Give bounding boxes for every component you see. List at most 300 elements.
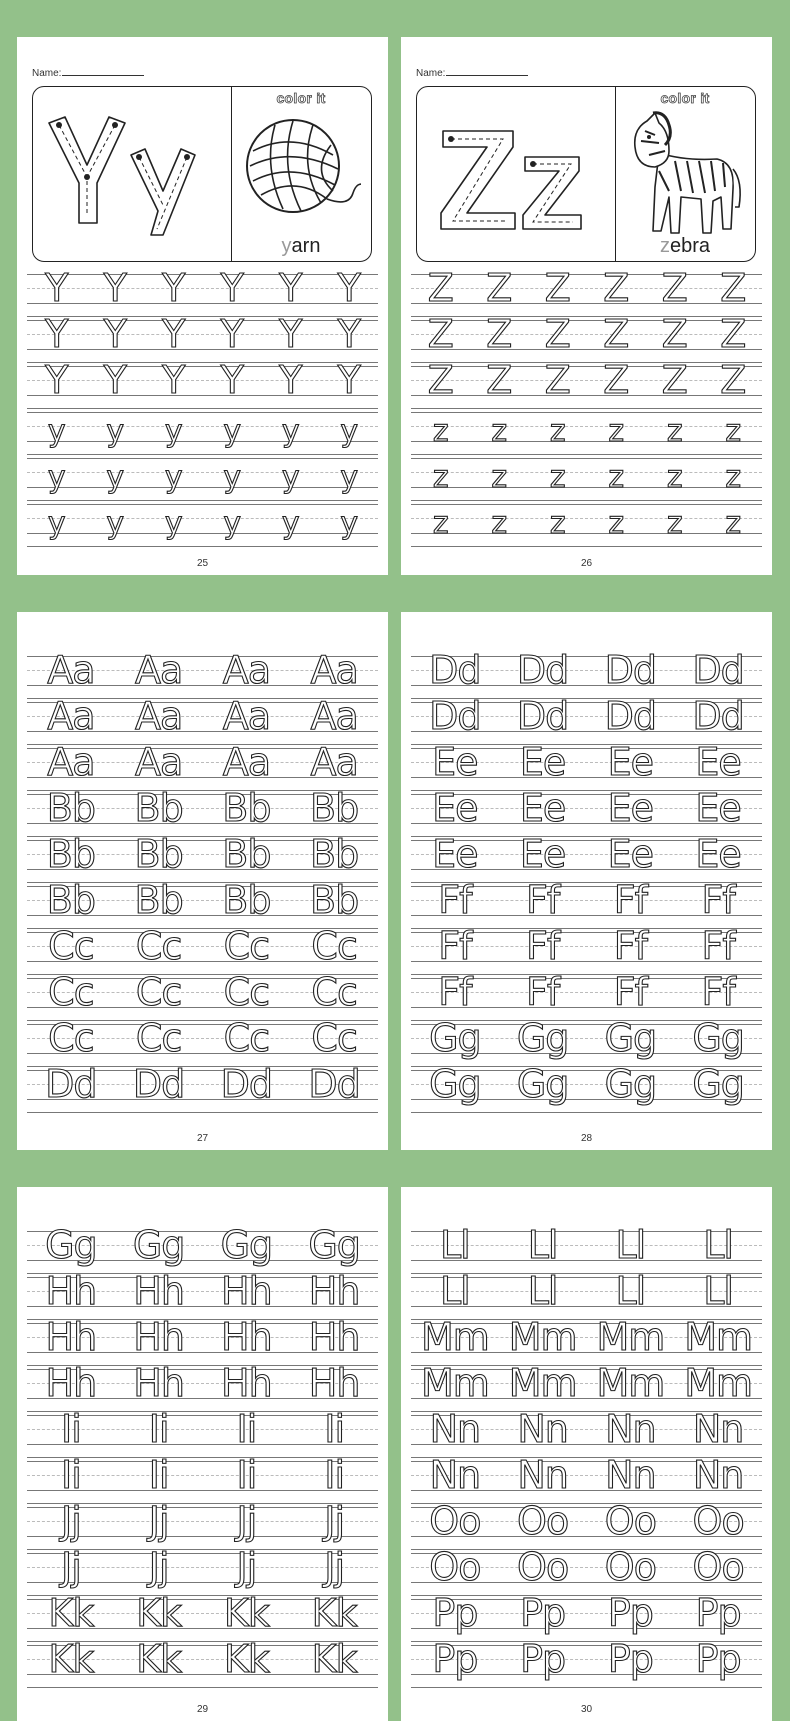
tracing-letter: Ee bbox=[432, 740, 478, 784]
page-number: 29 bbox=[196, 1704, 209, 1715]
tracing-letter: Y bbox=[337, 266, 360, 310]
tracing-letter: Ff bbox=[701, 878, 735, 922]
tracing-letter: Z bbox=[661, 312, 687, 356]
tracing-letter: y bbox=[281, 506, 299, 541]
tracing-letter: Mm bbox=[684, 1361, 753, 1405]
tracing-letter: z bbox=[549, 460, 565, 495]
tracing-letter: Kk bbox=[223, 1591, 269, 1635]
tracing-letter: Jj bbox=[236, 1545, 257, 1589]
tracing-cells bbox=[27, 502, 378, 548]
letter-header-box bbox=[32, 86, 372, 262]
tracing-letter: Z bbox=[603, 312, 629, 356]
tracing-letter: Oo bbox=[517, 1545, 569, 1589]
tracing-row bbox=[411, 456, 762, 502]
tracing-letter: Jj bbox=[324, 1545, 344, 1589]
tracing-letter: Cc bbox=[48, 970, 94, 1014]
tracing-letter: Ee bbox=[519, 786, 566, 830]
big-letter-yy-icon bbox=[37, 95, 227, 255]
tracing-letter: Dd bbox=[516, 694, 569, 738]
yarn-ball-icon bbox=[241, 111, 361, 231]
name-label: Name: bbox=[416, 68, 446, 79]
tracing-letter: Y bbox=[162, 358, 185, 402]
tracing-letter: Y bbox=[220, 312, 243, 356]
tracing-letter: Nn bbox=[692, 1407, 744, 1451]
tracing-row bbox=[411, 502, 762, 548]
tracing-letter: Dd bbox=[692, 694, 744, 738]
tracing-letter: z bbox=[608, 460, 624, 495]
color-it-label: color it bbox=[660, 90, 710, 106]
tracing-letter: Z bbox=[720, 312, 746, 356]
name-blank[interactable] bbox=[446, 75, 528, 76]
tracing-letter: y bbox=[106, 460, 124, 495]
tracing-letter: Y bbox=[162, 312, 185, 356]
tracing-letter: Oo bbox=[517, 1499, 569, 1543]
name-field[interactable] bbox=[32, 68, 144, 79]
tracing-cells bbox=[27, 1062, 378, 1114]
worksheet-page-29 bbox=[17, 1187, 388, 1721]
tracing-letter: Mm bbox=[596, 1361, 665, 1405]
tracing-letter: Hh bbox=[308, 1269, 360, 1313]
tracing-letter: Bb bbox=[310, 832, 359, 876]
tracing-letter: Pp bbox=[607, 1637, 653, 1681]
tracing-letter: Mm bbox=[508, 1361, 577, 1405]
tracing-letter: Dd bbox=[308, 1062, 360, 1106]
tracing-letter: Mm bbox=[420, 1361, 489, 1405]
tracing-letter: Pp bbox=[695, 1637, 741, 1681]
tracing-letter: Jj bbox=[324, 1499, 344, 1543]
tracing-letter: Bb bbox=[310, 878, 359, 922]
tracing-letter: Ff bbox=[526, 970, 560, 1014]
tracing-letter: Gg bbox=[429, 1062, 481, 1106]
tracing-letter: Z bbox=[661, 358, 687, 402]
tracing-letter: Bb bbox=[46, 832, 95, 876]
tracing-letter: Ll bbox=[615, 1223, 646, 1267]
tracing-letter: Cc bbox=[48, 1016, 94, 1060]
tracing-letter: z bbox=[549, 414, 565, 449]
tracing-letter: Ee bbox=[607, 832, 654, 876]
tracing-letter: Pp bbox=[520, 1637, 566, 1681]
tracing-letter: Jj bbox=[148, 1545, 169, 1589]
name-label: Name: bbox=[32, 68, 62, 79]
tracing-letter: y bbox=[281, 460, 299, 495]
tracing-letter: Ii bbox=[60, 1407, 81, 1451]
tracing-cells bbox=[27, 358, 378, 410]
tracing-letter: Z bbox=[603, 266, 629, 310]
tracing-letter: Gg bbox=[692, 1016, 744, 1060]
tracing-letter: Gg bbox=[132, 1223, 185, 1267]
page-number: 25 bbox=[196, 558, 209, 569]
page-number: 28 bbox=[580, 1133, 593, 1144]
tracing-letter: Gg bbox=[692, 1062, 744, 1106]
tracing-letter: Bb bbox=[46, 878, 95, 922]
tracing-letter: Dd bbox=[132, 1062, 185, 1106]
tracing-row bbox=[27, 456, 378, 502]
tracing-letter: y bbox=[340, 506, 358, 541]
tracing-letter: y bbox=[47, 414, 65, 449]
tracing-letter: Hh bbox=[308, 1361, 360, 1405]
tracing-letter: Hh bbox=[45, 1361, 97, 1405]
tracing-letter: Gg bbox=[220, 1223, 273, 1267]
tracing-letter: Hh bbox=[133, 1269, 184, 1313]
tracing-letter: Jj bbox=[148, 1499, 169, 1543]
tracing-letter: Y bbox=[45, 358, 68, 402]
word-first-letter: y bbox=[281, 235, 292, 257]
tracing-letter: Ee bbox=[432, 786, 478, 830]
tracing-row bbox=[27, 266, 378, 318]
tracing-letter: Z bbox=[427, 312, 453, 356]
tracing-letter: Y bbox=[337, 312, 360, 356]
tracing-letter: Dd bbox=[692, 648, 744, 692]
tracing-letter: Nn bbox=[429, 1407, 481, 1451]
tracing-letter: Ff bbox=[613, 878, 647, 922]
letter-header-box bbox=[416, 86, 756, 262]
tracing-letter: Y bbox=[279, 312, 302, 356]
tracing-cells bbox=[27, 266, 378, 318]
tracing-letter: Oo bbox=[692, 1545, 744, 1589]
tracing-letter: Z bbox=[544, 358, 570, 402]
tracing-letter: Y bbox=[103, 266, 126, 310]
tracing-rows bbox=[411, 266, 762, 548]
tracing-letter: Gg bbox=[45, 1223, 97, 1267]
tracing-letter: Ii bbox=[236, 1407, 257, 1451]
tracing-letter: Pp bbox=[520, 1591, 566, 1635]
worksheet-page-30 bbox=[401, 1187, 772, 1721]
tracing-letter: z bbox=[725, 414, 741, 449]
tracing-letter: Ii bbox=[148, 1407, 169, 1451]
tracing-letter: Aa bbox=[47, 648, 95, 692]
tracing-letter: Cc bbox=[311, 1016, 357, 1060]
tracing-letter: Hh bbox=[221, 1361, 272, 1405]
tracing-letter: z bbox=[608, 414, 624, 449]
tracing-letter: Aa bbox=[310, 648, 358, 692]
tracing-letter: Dd bbox=[429, 694, 481, 738]
tracing-letter: Y bbox=[103, 358, 126, 402]
tracing-cells bbox=[411, 312, 762, 364]
tracing-letter: Ff bbox=[613, 924, 647, 968]
tracing-letter: Kk bbox=[136, 1637, 182, 1681]
tracing-letter: z bbox=[491, 506, 507, 541]
tracing-row bbox=[411, 266, 762, 318]
tracing-letter: Z bbox=[720, 266, 746, 310]
tracing-letter: z bbox=[432, 506, 448, 541]
tracing-letter: Ll bbox=[615, 1269, 646, 1313]
tracing-letter: Kk bbox=[311, 1591, 357, 1635]
tracing-letter: Gg bbox=[429, 1016, 481, 1060]
tracing-letter: Ll bbox=[527, 1223, 558, 1267]
tracing-cells bbox=[411, 358, 762, 410]
tracing-letter: Ii bbox=[148, 1453, 169, 1497]
tracing-letter: z bbox=[725, 506, 741, 541]
tracing-letter: Cc bbox=[311, 924, 357, 968]
tracing-letter: Y bbox=[337, 358, 360, 402]
tracing-letter: Ff bbox=[526, 924, 560, 968]
tracing-letter: Cc bbox=[135, 1016, 182, 1060]
tracing-letter: Ll bbox=[703, 1223, 733, 1267]
tracing-letter: Dd bbox=[429, 648, 481, 692]
tracing-letter: y bbox=[340, 460, 358, 495]
tracing-letter: Jj bbox=[60, 1499, 81, 1543]
tracing-letter: Hh bbox=[221, 1315, 272, 1359]
tracing-letter: Gg bbox=[516, 1062, 569, 1106]
tracing-letter: Hh bbox=[45, 1315, 97, 1359]
tracing-letter: Bb bbox=[222, 878, 271, 922]
tracing-letter: Dd bbox=[604, 648, 657, 692]
tracing-row bbox=[411, 1062, 762, 1114]
tracing-letter: Aa bbox=[134, 740, 183, 784]
tracing-row bbox=[411, 1637, 762, 1689]
page-number: 26 bbox=[580, 558, 593, 569]
tracing-letter: Cc bbox=[135, 924, 182, 968]
tracing-letter: Mm bbox=[508, 1315, 577, 1359]
tracing-letter: Ii bbox=[60, 1453, 81, 1497]
tracing-letter: Ff bbox=[613, 970, 647, 1014]
picture-word bbox=[615, 235, 755, 258]
tracing-cells bbox=[411, 410, 762, 456]
tracing-letter: Cc bbox=[223, 970, 270, 1014]
tracing-row bbox=[27, 502, 378, 548]
tracing-letter: y bbox=[223, 460, 241, 495]
tracing-cells bbox=[411, 502, 762, 548]
tracing-letter: Ll bbox=[440, 1269, 470, 1313]
tracing-letter: Jj bbox=[236, 1499, 257, 1543]
tracing-rows bbox=[27, 1223, 378, 1689]
tracing-row bbox=[27, 1062, 378, 1114]
tracing-letter: Cc bbox=[135, 970, 182, 1014]
tracing-letter: Cc bbox=[48, 924, 94, 968]
tracing-row bbox=[411, 358, 762, 410]
tracing-letter: Y bbox=[220, 358, 243, 402]
tracing-letter: Z bbox=[486, 312, 512, 356]
tracing-letter: z bbox=[608, 506, 624, 541]
tracing-row bbox=[411, 312, 762, 364]
tracing-letter: Bb bbox=[134, 878, 183, 922]
worksheet-page-27 bbox=[17, 612, 388, 1150]
tracing-letter: Ee bbox=[695, 832, 741, 876]
tracing-letter: Ff bbox=[701, 924, 735, 968]
tracing-letter: y bbox=[106, 506, 124, 541]
tracing-letter: Y bbox=[279, 266, 302, 310]
tracing-letter: z bbox=[666, 460, 682, 495]
tracing-letter: y bbox=[223, 506, 241, 541]
tracing-letter: z bbox=[725, 460, 741, 495]
tracing-letter: Bb bbox=[222, 832, 271, 876]
tracing-letter: Hh bbox=[221, 1269, 272, 1313]
tracing-letter: Oo bbox=[429, 1499, 481, 1543]
tracing-letter: Oo bbox=[692, 1499, 744, 1543]
tracing-letter: Cc bbox=[223, 924, 270, 968]
tracing-letter: Z bbox=[427, 358, 453, 402]
tracing-letter: Bb bbox=[134, 832, 183, 876]
tracing-letter: Pp bbox=[432, 1637, 478, 1681]
tracing-cells bbox=[411, 1637, 762, 1689]
tracing-letter: Z bbox=[486, 358, 512, 402]
tracing-letter: Ff bbox=[438, 970, 472, 1014]
tracing-letter: Y bbox=[220, 266, 243, 310]
worksheet-page-26 bbox=[401, 37, 772, 575]
word-rest: arn bbox=[291, 235, 321, 257]
tracing-letter: y bbox=[281, 414, 299, 449]
tracing-letter: Dd bbox=[220, 1062, 273, 1106]
tracing-cells bbox=[27, 410, 378, 456]
tracing-letter: Ee bbox=[607, 740, 654, 784]
tracing-letter: Bb bbox=[222, 786, 271, 830]
tracing-row bbox=[27, 1637, 378, 1689]
tracing-letter: Z bbox=[427, 266, 453, 310]
tracing-letter: z bbox=[666, 414, 682, 449]
tracing-letter: Ee bbox=[607, 786, 654, 830]
tracing-rows bbox=[27, 648, 378, 1114]
zebra-icon bbox=[625, 111, 745, 239]
tracing-letter: Bb bbox=[46, 786, 95, 830]
tracing-letter: y bbox=[340, 414, 358, 449]
tracing-letter: Gg bbox=[308, 1223, 360, 1267]
tracing-letter: Aa bbox=[134, 648, 183, 692]
page-number: 30 bbox=[580, 1704, 593, 1715]
tracing-letter: Cc bbox=[311, 970, 357, 1014]
tracing-letter: Oo bbox=[604, 1545, 656, 1589]
tracing-letter: Mm bbox=[420, 1315, 489, 1359]
tracing-letter: Ee bbox=[432, 832, 478, 876]
tracing-letter: Kk bbox=[223, 1637, 269, 1681]
tracing-cells bbox=[27, 1637, 378, 1689]
tracing-cells bbox=[411, 266, 762, 318]
tracing-letter: z bbox=[549, 506, 565, 541]
tracing-letter: y bbox=[164, 414, 182, 449]
tracing-letter: Kk bbox=[48, 1637, 94, 1681]
tracing-letter: Z bbox=[720, 358, 746, 402]
worksheet-page-25 bbox=[17, 37, 388, 575]
tracing-letter: Kk bbox=[48, 1591, 94, 1635]
tracing-letter: Nn bbox=[605, 1453, 656, 1497]
tracing-letter: Hh bbox=[308, 1315, 360, 1359]
tracing-letter: Y bbox=[45, 266, 68, 310]
tracing-letter: Cc bbox=[223, 1016, 270, 1060]
picture-word bbox=[231, 235, 371, 258]
tracing-row bbox=[27, 312, 378, 364]
tracing-letter: Hh bbox=[133, 1315, 184, 1359]
tracing-letter: Ii bbox=[324, 1407, 344, 1451]
tracing-letter: Aa bbox=[310, 694, 358, 738]
tracing-letter: Gg bbox=[516, 1016, 569, 1060]
name-blank[interactable] bbox=[62, 75, 144, 76]
tracing-letter: Mm bbox=[596, 1315, 665, 1359]
tracing-letter: Nn bbox=[605, 1407, 656, 1451]
tracing-letter: y bbox=[223, 414, 241, 449]
tracing-letter: z bbox=[432, 460, 448, 495]
tracing-letter: Ee bbox=[519, 832, 566, 876]
tracing-letter: Ee bbox=[695, 786, 741, 830]
tracing-letter: Pp bbox=[432, 1591, 478, 1635]
tracing-letter: Y bbox=[103, 312, 126, 356]
tracing-letter: Aa bbox=[310, 740, 358, 784]
tracing-cells bbox=[411, 1062, 762, 1114]
tracing-cells bbox=[27, 312, 378, 364]
tracing-letter: Nn bbox=[429, 1453, 481, 1497]
tracing-letter: Ff bbox=[438, 878, 472, 922]
tracing-letter: Oo bbox=[604, 1499, 656, 1543]
tracing-letter: Gg bbox=[604, 1062, 657, 1106]
tracing-letter: y bbox=[106, 414, 124, 449]
tracing-rows bbox=[27, 266, 378, 548]
tracing-letter: Jj bbox=[60, 1545, 81, 1589]
tracing-letter: Nn bbox=[517, 1453, 568, 1497]
tracing-letter: Pp bbox=[695, 1591, 741, 1635]
tracing-letter: Aa bbox=[222, 648, 271, 692]
tracing-letter: Z bbox=[544, 312, 570, 356]
tracing-letter: Hh bbox=[133, 1361, 184, 1405]
tracing-letter: Y bbox=[162, 266, 185, 310]
tracing-letter: Nn bbox=[517, 1407, 568, 1451]
tracing-letter: Ff bbox=[701, 970, 735, 1014]
color-it-label: color it bbox=[276, 90, 326, 106]
tracing-letter: Ll bbox=[440, 1223, 470, 1267]
tracing-letter: Pp bbox=[607, 1591, 653, 1635]
tracing-row bbox=[411, 410, 762, 456]
tracing-letter: Aa bbox=[222, 740, 271, 784]
tracing-letter: Oo bbox=[429, 1545, 481, 1589]
tracing-letter: z bbox=[491, 460, 507, 495]
tracing-letter: Hh bbox=[45, 1269, 97, 1313]
tracing-letter: Ee bbox=[695, 740, 741, 784]
name-field[interactable] bbox=[416, 68, 528, 79]
tracing-cells bbox=[411, 456, 762, 502]
big-letter-zz-icon bbox=[421, 95, 611, 255]
tracing-letter: Ff bbox=[438, 924, 472, 968]
tracing-letter: Y bbox=[279, 358, 302, 402]
tracing-letter: Z bbox=[544, 266, 570, 310]
worksheet-page-28 bbox=[401, 612, 772, 1150]
tracing-letter: Ii bbox=[324, 1453, 344, 1497]
tracing-letter: Z bbox=[603, 358, 629, 402]
word-first-letter: z bbox=[659, 235, 670, 257]
tracing-letter: Ll bbox=[527, 1269, 558, 1313]
tracing-letter: Aa bbox=[134, 694, 183, 738]
tracing-rows bbox=[411, 648, 762, 1114]
tracing-letter: Ii bbox=[236, 1453, 257, 1497]
tracing-letter: Mm bbox=[684, 1315, 753, 1359]
tracing-letter: Kk bbox=[311, 1637, 357, 1681]
tracing-letter: Kk bbox=[136, 1591, 182, 1635]
tracing-letter: Dd bbox=[604, 694, 657, 738]
tracing-letter: Z bbox=[661, 266, 687, 310]
tracing-rows bbox=[411, 1223, 762, 1689]
tracing-letter: y bbox=[164, 460, 182, 495]
page-number: 27 bbox=[196, 1133, 209, 1144]
tracing-row bbox=[27, 410, 378, 456]
tracing-letter: Ll bbox=[703, 1269, 733, 1313]
tracing-letter: y bbox=[164, 506, 182, 541]
tracing-row bbox=[27, 358, 378, 410]
tracing-letter: z bbox=[491, 414, 507, 449]
tracing-letter: Nn bbox=[692, 1453, 744, 1497]
tracing-letter: Aa bbox=[47, 694, 95, 738]
tracing-letter: z bbox=[666, 506, 682, 541]
tracing-letter: z bbox=[432, 414, 448, 449]
tracing-letter: Aa bbox=[222, 694, 271, 738]
tracing-letter: y bbox=[47, 460, 65, 495]
tracing-letter: Ee bbox=[519, 740, 566, 784]
tracing-letter: Dd bbox=[45, 1062, 97, 1106]
tracing-letter: Aa bbox=[47, 740, 95, 784]
tracing-letter: Bb bbox=[134, 786, 183, 830]
tracing-letter: Y bbox=[45, 312, 68, 356]
tracing-letter: y bbox=[47, 506, 65, 541]
word-rest: ebra bbox=[669, 235, 711, 257]
tracing-letter: Ff bbox=[526, 878, 560, 922]
tracing-letter: Bb bbox=[310, 786, 359, 830]
tracing-letter: Z bbox=[486, 266, 512, 310]
tracing-cells bbox=[27, 456, 378, 502]
